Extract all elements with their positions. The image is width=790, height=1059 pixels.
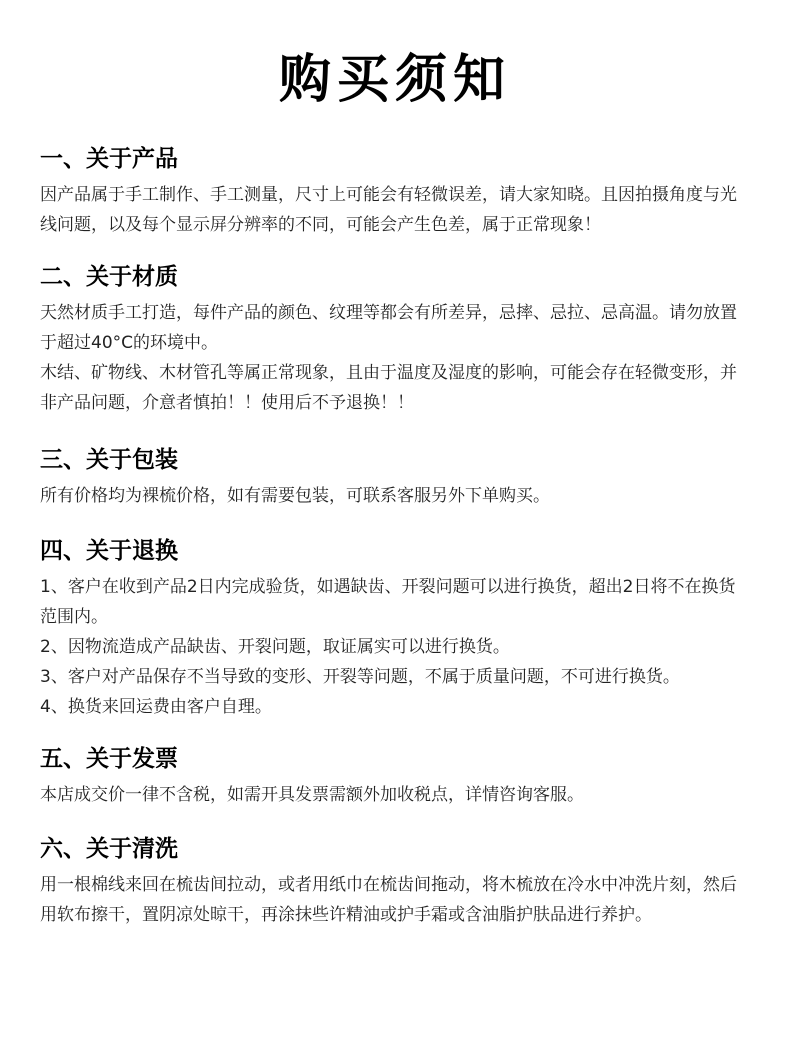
section-paragraph: 天然材质手工打造，每件产品的颜色、纹理等都会有所差异，忌摔、忌拉、忌高温。请勿放置于超过40°C的环境中。 — [40, 303, 737, 353]
section-paragraph: 1、客户在收到产品2日内完成验货，如遇缺齿、开裂问题可以进行换货，超出2日将不在换货范围内。 — [40, 577, 736, 627]
section-heading: 五、关于发票 — [40, 746, 178, 772]
section-cleaning — [40, 834, 752, 930]
section-product — [40, 144, 752, 240]
section-paragraph: 4、换货来回运费由客户自理。 — [40, 697, 272, 717]
section-paragraph: 3、客户对产品保存不当导致的变形、开裂等问题，不属于质量问题，不可进行换货。 — [40, 667, 680, 687]
section-heading: 一、关于产品 — [40, 146, 178, 172]
page-title: 购买须知 — [278, 49, 511, 110]
section-heading: 四、关于退换 — [40, 538, 178, 564]
section-paragraph: 用一根棉线来回在梳齿间拉动，或者用纸巾在梳齿间拖动，将木梳放在冷水中冲洗片刻，然后用软布擦干，置阴凉处晾干，再涂抹些许精油或护手霜或含油脂护肤品进行养护。 — [40, 875, 737, 925]
section-material — [40, 262, 752, 418]
section-invoice — [40, 744, 752, 810]
section-paragraph: 因产品属于手工制作、手工测量，尺寸上可能会有轻微误差，请大家知晓。且因拍摄角度与光线问题，以及每个显示屏分辨率的不同，可能会产生色差，属于正常现象！ — [40, 185, 737, 235]
section-paragraph: 2、因物流造成产品缺齿、开裂问题，取证属实可以进行换货。 — [40, 637, 510, 657]
section-heading: 六、关于清洗 — [40, 836, 178, 862]
section-paragraph: 所有价格均为裸梳价格，如有需要包装，可联系客服另外下单购买。 — [40, 486, 550, 506]
section-heading: 二、关于材质 — [40, 264, 178, 290]
section-heading: 三、关于包装 — [40, 447, 178, 473]
section-paragraph: 木结、矿物线、木材管孔等属正常现象，且由于温度及湿度的影响，可能会存在轻微变形，并非产品问题，介意者慎拍！！使用后不予退换！！ — [40, 363, 737, 413]
section-returns — [40, 536, 752, 722]
section-paragraph: 本店成交价一律不含税，如需开具发票需额外加收税点，详情咨询客服。 — [40, 785, 584, 805]
section-packaging — [40, 445, 752, 511]
